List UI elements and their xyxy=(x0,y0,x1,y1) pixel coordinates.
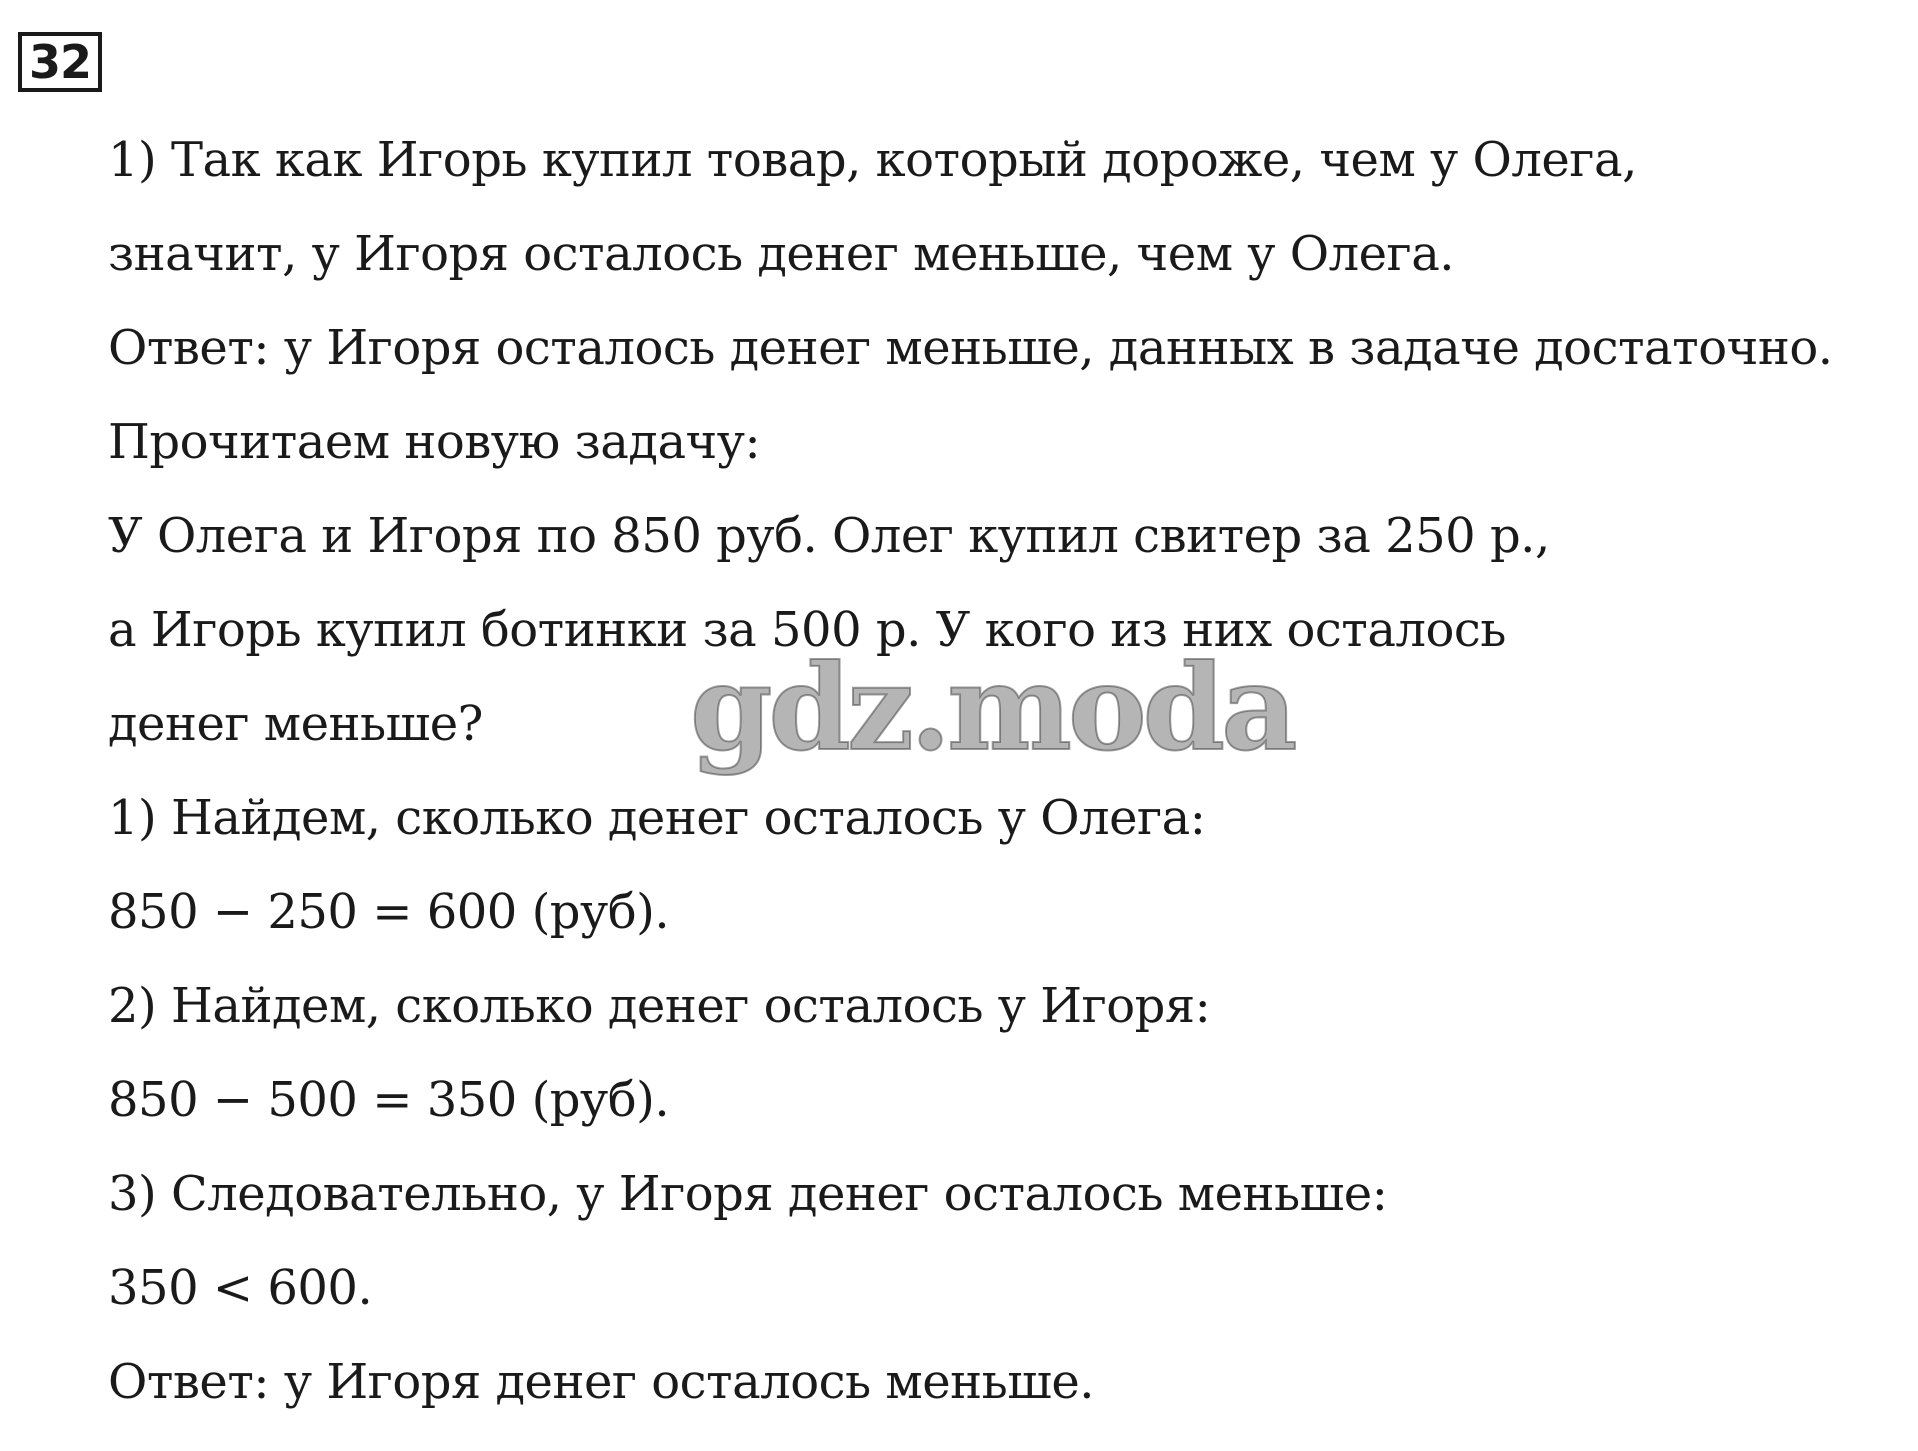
text-line: 3) Следовательно, у Игоря денег осталось меньше: xyxy=(108,1166,1388,1222)
problem-number-box: 32 xyxy=(18,32,102,92)
text-line: а Игорь купил ботинки за 500 р. У кого из них осталось xyxy=(108,602,1506,658)
text-line: 1) Так как Игорь купил товар, который дороже, чем у Олега, xyxy=(108,132,1637,188)
text-line: 1) Найдем, сколько денег осталось у Олега: xyxy=(108,790,1206,846)
watermark-logo: gdz.moda xyxy=(690,638,1294,777)
equation-line: 850 − 500 = 350 (руб). xyxy=(108,1072,670,1128)
text-line: денег меньше? xyxy=(108,696,483,752)
text-line: 2) Найдем, сколько денег осталось у Игоря: xyxy=(108,978,1211,1034)
text-line: значит, у Игоря осталось денег меньше, чем у Олега. xyxy=(108,226,1455,282)
answer-line: Ответ: у Игоря осталось денег меньше, данных в задаче достаточно. xyxy=(108,320,1833,376)
text-line: У Олега и Игоря по 850 руб. Олег купил свитер за 250 р., xyxy=(108,508,1550,564)
answer-line: Ответ: у Игоря денег осталось меньше. xyxy=(108,1354,1095,1410)
solution-text xyxy=(108,128,1908,1444)
text-line: Прочитаем новую задачу: xyxy=(108,414,761,470)
equation-line: 850 − 250 = 600 (руб). xyxy=(108,884,670,940)
equation-line: 350 < 600. xyxy=(108,1260,373,1316)
